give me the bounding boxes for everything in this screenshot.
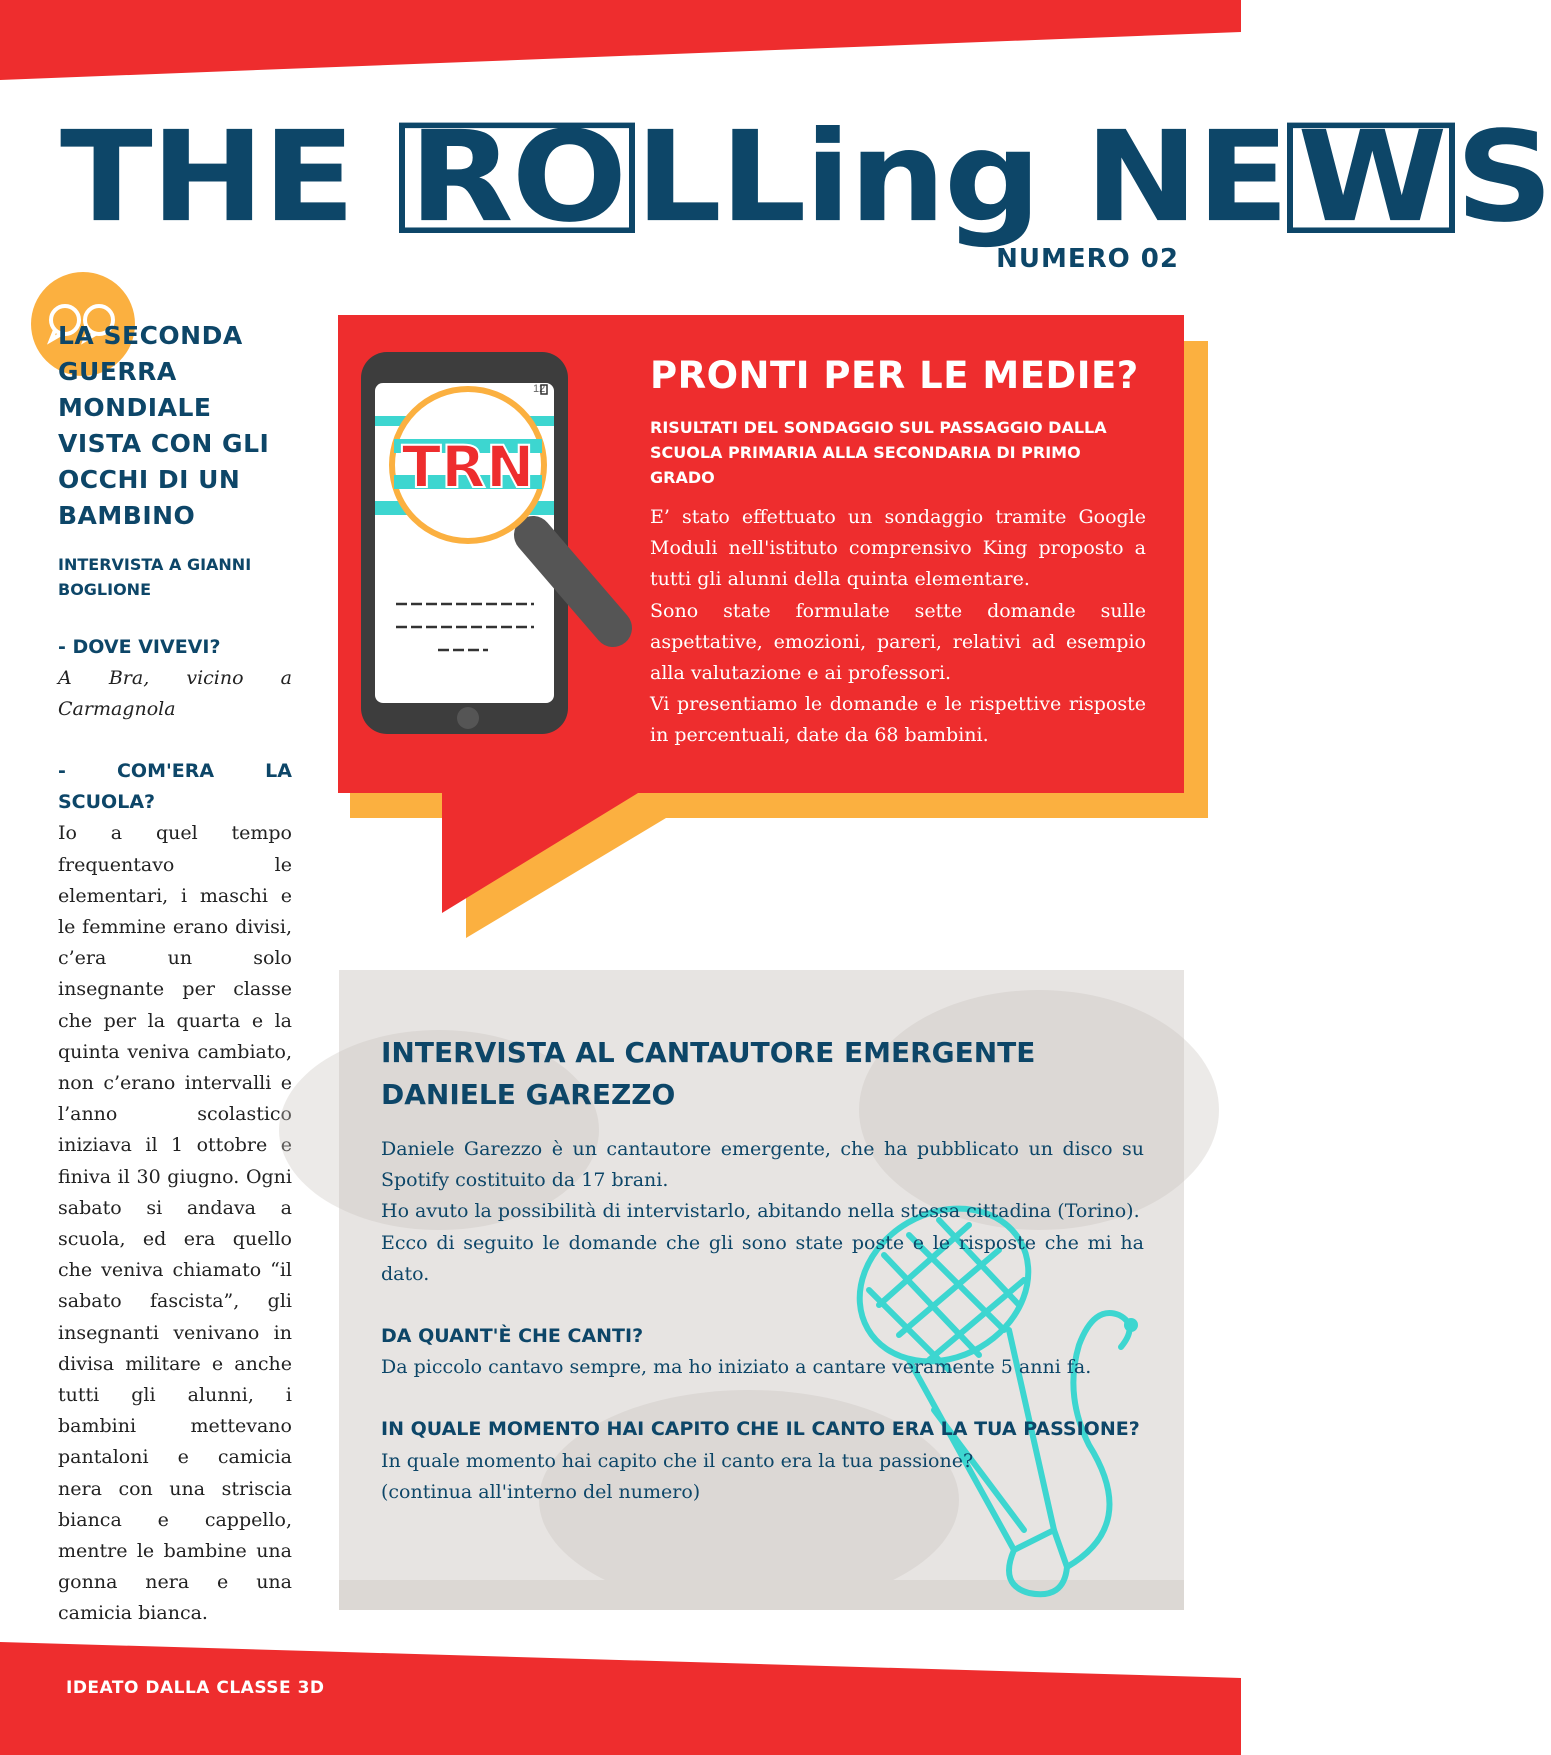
issue-number: NUMERO 02 <box>996 244 1179 274</box>
top-red-band <box>0 0 1241 90</box>
interview-continue-note: (continua all'interno del numero) <box>381 1480 701 1503</box>
masthead-word-ro-boxed: RO <box>399 123 635 233</box>
survey-body <box>650 502 1146 752</box>
left-question-2: - COM'ERA LA SCUOLA? <box>58 760 292 814</box>
masthead-word-lling: LLing <box>635 105 1040 251</box>
survey-title: PRONTI PER LE MEDIE? <box>650 354 1139 397</box>
survey-paragraph-3: Vi presentiamo le domande e le rispettive risposte in percentuali, date da 68 bambini. <box>650 693 1146 747</box>
left-answer-2: Io a quel tempo frequentavo le elementari, i maschi e le femmine erano divisi, c’era un solo insegnante per classe che per la quarta e la quinta veniva cambiato, non c’erano intervalli e l’anno scolastico iniziava il 1 ottobre e finiva il 30 giugno. Ogni sabato si andava a scuola, ed era quello che veniva chiamato “il sabato fascista”, gli insegnanti venivano in divisa militare e anche tutti gli alunni, i bambini mettevano pantaloni e camicia nera con una striscia bianca e cappello, mentre le bambine una gonna nera e una camicia bianca. <box>58 822 292 1625</box>
interview-answer-1: Da piccolo cantavo sempre, ma ho iniziato a cantare veramente 5 anni fa. <box>381 1356 1092 1379</box>
interview-question-2: IN QUALE MOMENTO HAI CAPITO CHE IL CANTO ERA LA TUA PASSIONE? <box>381 1418 1140 1441</box>
interview-paragraph-1: Daniele Garezzo è un cantautore emergente, che ha pubblicato un disco su Spotify costituito da 17 brani. <box>381 1138 1144 1192</box>
left-answer-1: A Bra, vicino a Carmagnola <box>58 667 292 721</box>
masthead-word-ne: NE <box>1084 105 1288 251</box>
survey-paragraph-1: E’ stato effettuato un sondaggio tramite Google Moduli nell'istituto comprensivo King proposto a tutti gli alunni della quinta elementare. <box>650 506 1146 591</box>
interview-panel <box>339 970 1184 1610</box>
interview-paragraph-2: Ho avuto la possibilità di intervistarlo, abitando nella stessa cittadina (Torino). <box>381 1200 1140 1223</box>
left-article-subtitle: INTERVISTA A GIANNI BOGLIONE <box>58 555 252 599</box>
left-article <box>58 318 292 1630</box>
interview-content <box>381 1032 1144 1508</box>
interview-question-1: DA QUANT'È CHE CANTI? <box>381 1325 644 1348</box>
trn-logo: TRN <box>401 433 535 501</box>
interview-intro <box>381 1134 1144 1290</box>
interview-answer-2: In quale momento hai capito che il canto era la tua passione? <box>381 1449 974 1472</box>
survey-text-block <box>650 352 1146 752</box>
left-article-title: LA SECONDA GUERRA MONDIALE VISTA CON GLI OCCHI DI UN BAMBINO <box>58 321 270 530</box>
interview-paragraph-3: Ecco di seguito le domande che gli sono state poste e le risposte che mi ha dato. <box>381 1231 1144 1285</box>
phone-time: 12 <box>533 383 546 395</box>
masthead-word-s: S <box>1455 105 1551 251</box>
left-question-1: - DOVE VIVEVI? <box>58 636 221 658</box>
interview-title: INTERVISTA AL CANTAUTORE EMERGENTE DANIELE GAREZZO <box>381 1036 1036 1111</box>
masthead-word-w-boxed: W <box>1287 123 1455 233</box>
footer-credit: IDEATO DALLA CLASSE 3D <box>66 1678 325 1698</box>
survey-subtitle: RISULTATI DEL SONDAGGIO SUL PASSAGGIO DALLA SCUOLA PRIMARIA ALLA SECONDARIA DI PRIMO GRADO <box>650 418 1107 487</box>
masthead-title <box>60 105 1551 251</box>
survey-paragraph-2: Sono state formulate sette domande sulle aspettative, emozioni, pareri, relativi ad esempio alla valutazione e ai professori. <box>650 599 1146 685</box>
masthead-word-the: THE <box>60 105 354 251</box>
